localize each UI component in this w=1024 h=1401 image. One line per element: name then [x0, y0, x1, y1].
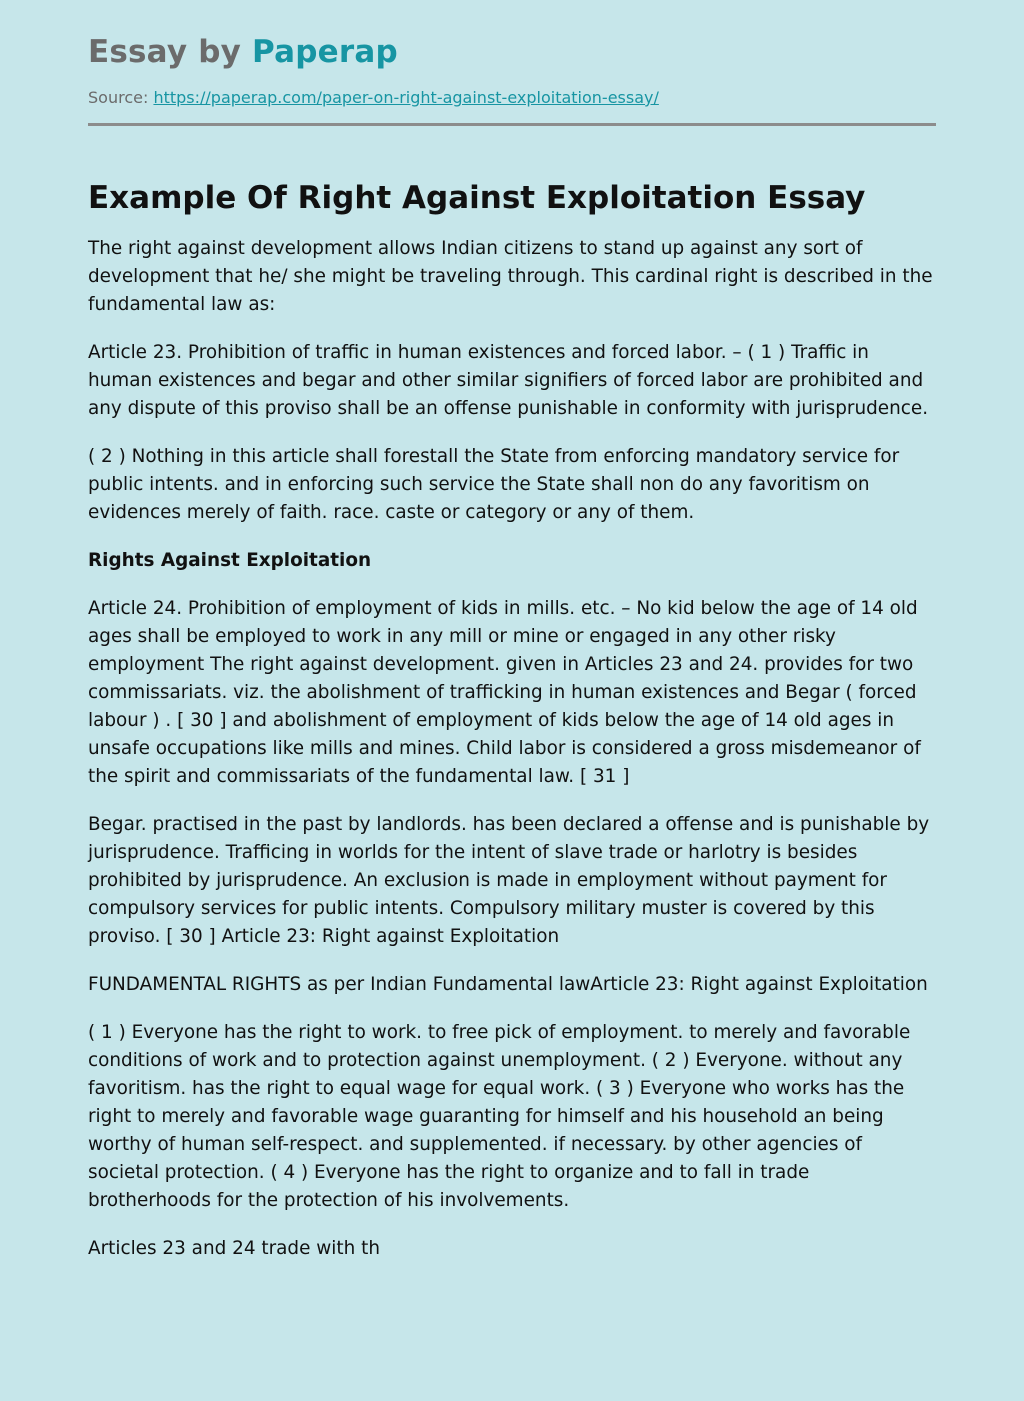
paragraph: Article 23. Prohibition of traffic in human existences and forced labor. – ( 1 ) Traffic in human existences and begar and other similar signifiers of forced labor are prohibited and any dispute of this proviso shall be an offense punishable in conformity with jurisprudence.	[88, 342, 929, 419]
source-label: Source:	[88, 88, 149, 107]
paragraph: FUNDAMENTAL RIGHTS as per Indian Fundamental lawArticle 23: Right against Exploitation	[88, 974, 928, 995]
source-link[interactable]: https://paperap.com/paper-on-right-against-exploitation-essay/	[153, 88, 659, 107]
site-header	[88, 32, 938, 126]
paragraph: ( 2 ) Nothing in this article shall forestall the State from enforcing mandatory service for public intents. and in enforcing such service the State shall non do any favoritism on evidences merely of faith. race. caste or category or any of them.	[88, 446, 900, 523]
paragraph: Articles 23 and 24 trade with th	[88, 1238, 380, 1259]
brand-prefix: Essay by	[88, 34, 253, 70]
section-heading: Rights Against Exploitation	[88, 550, 372, 571]
paragraph: Begar. practised in the past by landlords. has been declared a offense and is punishable by jurisprudence. Trafficing in worlds for the intent of slave trade or harlotry is besides prohibited by jurisprudence. An exclusion is made in employment without payment for compulsory services for public intents. Compulsory military muster is covered by this proviso. [ 30 ] Article 23: Right against Exploitation	[88, 814, 930, 947]
source-line	[88, 86, 938, 110]
article-title: Example Of Right Against Exploitation Essay	[88, 180, 866, 216]
paragraph: Article 24. Prohibition of employment of kids in mills. etc. – No kid below the age of 14 old ages shall be employed to work in any mill or mine or engaged in any other risky employment The right against development. given in Articles 23 and 24. provides for two commissariats. viz. the abolishment of trafficking in human existences and Begar ( forced labour ) . [ 30 ] and abolishment of employment of kids below the age of 14 old ages in unsafe occupations like mills and mines. Child labor is considered a gross misdemeanor of the spirit and commissariats of the fundamental law. [ 31 ]	[88, 598, 921, 787]
brand-name: Paperap	[252, 34, 398, 70]
page	[88, 0, 938, 1283]
article-body	[88, 235, 938, 1263]
paragraph: The right against development allows Indian citizens to stand up against any sort of development that he/ she might be traveling through. This cardinal right is described in the fundamental law as:	[88, 238, 933, 315]
article	[88, 179, 938, 1263]
header-divider	[88, 123, 936, 126]
paragraph: ( 1 ) Everyone has the right to work. to free pick of employment. to merely and favorable conditions of work and to protection against unemployment. ( 2 ) Everyone. without any favoritism. has the right to equal wage for equal work. ( 3 ) Everyone who works has the right to merely and favorable wage guaranting for himself and his household an being worthy of human self-respect. and supplemented. if necessary. by other agencies of societal protection. ( 4 ) Everyone has the right to organize and to fall in trade brotherhoods for the protection of his involvements.	[88, 1022, 911, 1211]
site-brand[interactable]	[88, 32, 938, 72]
